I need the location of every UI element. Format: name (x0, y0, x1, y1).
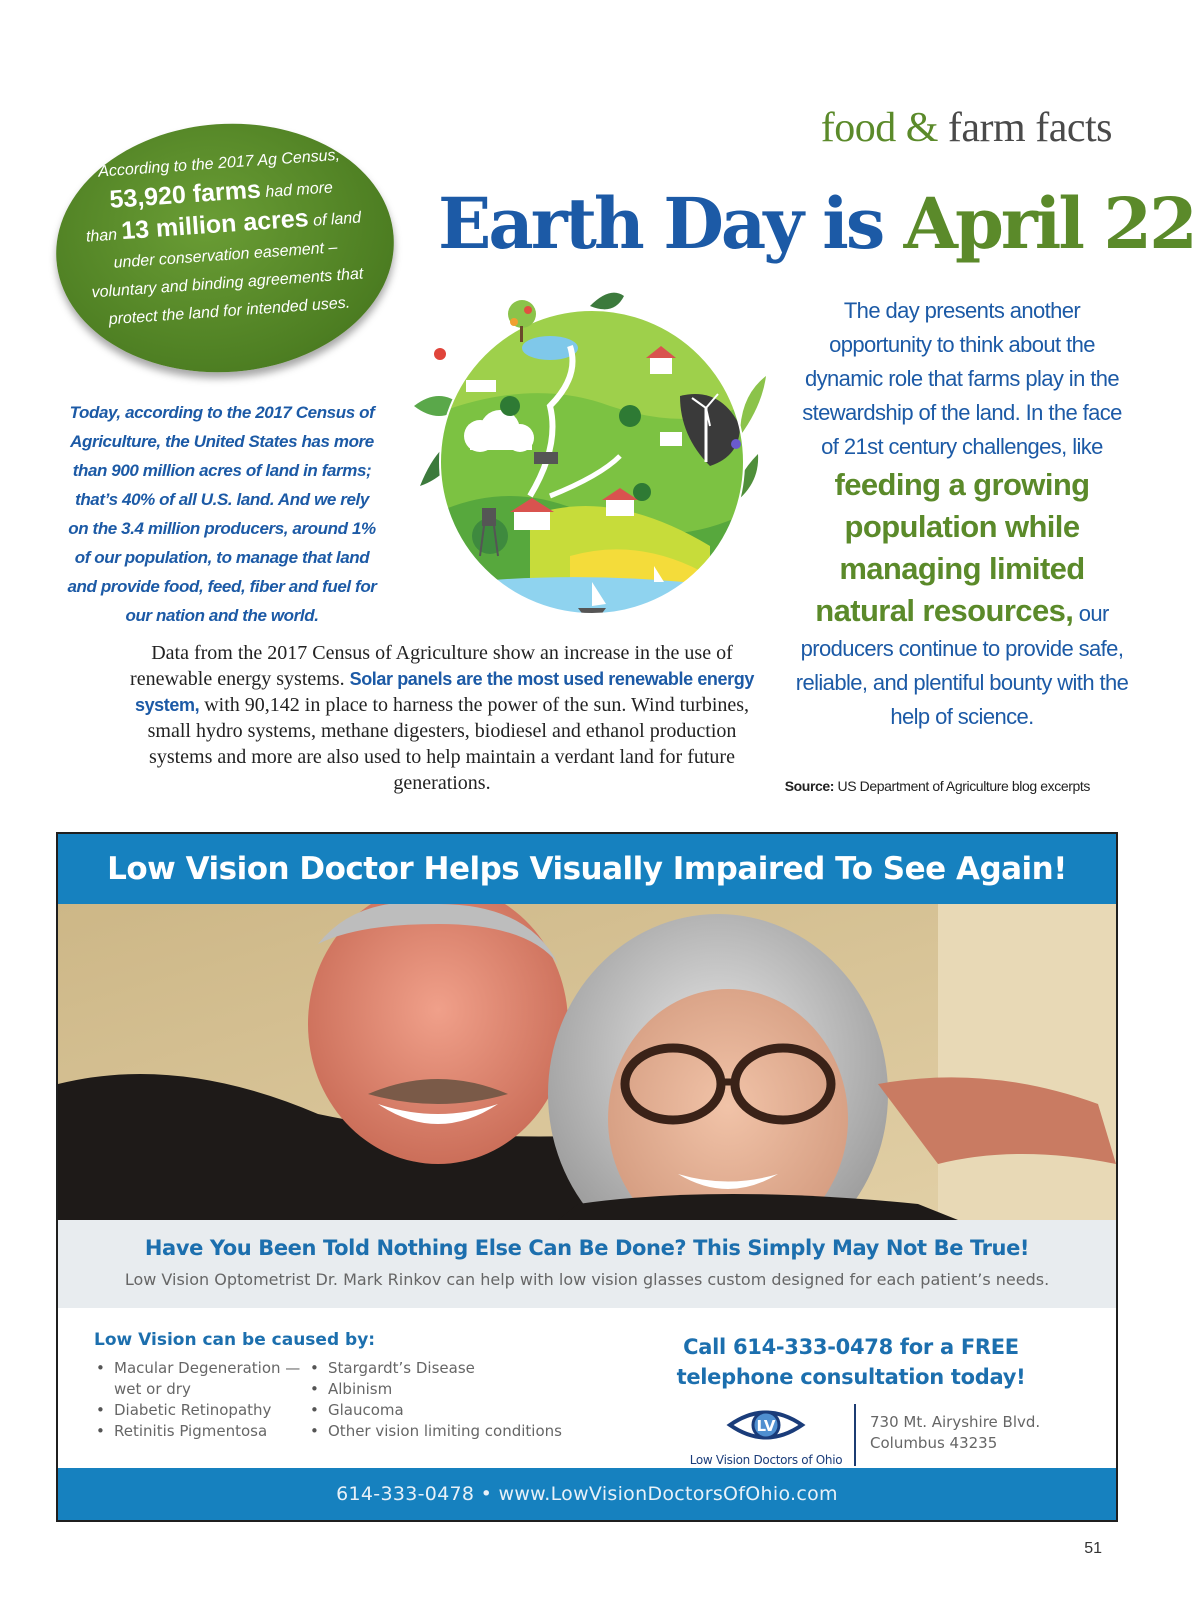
ad-question: Have You Been Told Nothing Else Can Be Done? This Simply May Not Be True! (144, 1236, 1030, 1260)
logo-text: Low Vision Doctors of Ohio (689, 1453, 843, 1467)
cause-item: • Albinism (308, 1379, 568, 1400)
source-label: Source: (784, 778, 835, 794)
causes-list-right (308, 1358, 568, 1442)
earth-farm-globe-icon (410, 286, 766, 626)
address-line-2: Columbus 43235 (870, 1434, 998, 1452)
callout-farms: 53,920 farms (108, 175, 262, 214)
logo-mark: LV (756, 1417, 776, 1435)
call-to-action: Call 614-333-0478 for a FREE telephone consultation today! (676, 1335, 1026, 1389)
smiling-couple-photo-icon (58, 904, 1116, 1220)
callout-than: than (85, 226, 118, 246)
causes-title: Low Vision can be caused by: (94, 1330, 376, 1350)
callout-rest: land under conservation easement – voluntary and binding agreements that protect the land for intended uses. (91, 209, 364, 329)
data-para-before: Data from the 2017 Census of Agriculture show an increase in the use of renewable energy systems. (130, 642, 733, 690)
source-credit (785, 778, 1090, 794)
page-title (438, 182, 1195, 265)
section-header-food: food (820, 105, 896, 151)
causes-list-left (94, 1358, 304, 1442)
callout-intro: According to the 2017 Ag Census, (97, 146, 341, 181)
section-header-amp: & (905, 105, 938, 151)
data-para-highlight: Solar panels are the most used renewable energy system, (134, 669, 754, 715)
callout-of: of (312, 211, 328, 230)
cause-item: • Other vision limiting conditions (308, 1421, 568, 1442)
cause-item: • Retinitis Pigmentosa (94, 1421, 304, 1442)
ad-subheader (58, 1220, 1116, 1308)
title-date: April 22 (903, 182, 1195, 265)
low-vision-advertisement (56, 832, 1118, 1522)
cause-item: • Macular Degeneration —wet or dry (94, 1358, 304, 1400)
low-vision-doctors-logo (684, 1404, 848, 1468)
census-callout (48, 113, 402, 384)
ad-photo-couple (58, 904, 1116, 1220)
cause-item: • Glaucoma (308, 1400, 568, 1421)
callout-had-more: had more (264, 179, 334, 202)
data-para-after: with 90,142 in place to harness the power of the sun. Wind turbines, small hydro systems, methane digesters, biodiesel and ethanol production systems and more are also used to help maintain a verdant land for future generations. (147, 694, 750, 794)
cause-item: • Diabetic Retinopathy (94, 1400, 304, 1421)
title-earth-day: Earth Day is (438, 182, 883, 265)
renewable-energy-paragraph (128, 640, 756, 796)
ad-description: Low Vision Optometrist Dr. Mark Rinkov can help with low vision glasses custom designed for each patient’s needs. (124, 1270, 1050, 1289)
census-paragraph: Today, according to the 2017 Census of Agriculture, the United States has more than 900 million acres of land in farms; that’s 40% of all U.S. land. And we rely on the 3.4 million producers, around 1% of our population, to manage that land and provide food, feed, fiber and fuel for our nation and the world. (67, 403, 377, 625)
right-para-after: our producers continue to provide safe, reliable, and plentiful bounty with the help of science. (795, 601, 1129, 729)
section-header (821, 104, 1112, 152)
ad-headline: Low Vision Doctor Helps Visually Impaired To See Again! (58, 834, 1116, 904)
page-number: 51 (1084, 1540, 1102, 1557)
address-divider (854, 1404, 856, 1466)
ad-address (870, 1412, 1040, 1454)
ad-body (58, 1308, 1116, 1470)
earth-day-paragraph (792, 294, 1132, 734)
eye-logo-icon (726, 1404, 806, 1446)
right-para-emphasis: feeding a growing population while managing limited natural resources, (815, 467, 1090, 628)
address-line-1: 730 Mt. Airyshire Blvd. (870, 1413, 1041, 1431)
section-header-rest: farm facts (947, 105, 1112, 151)
right-para-before: The day presents another opportunity to think about the dynamic role that farms play in the stewardship of the land. In the face of 21st century challenges, like (802, 298, 1122, 459)
source-text: US Department of Agriculture blog excerpts (837, 778, 1090, 794)
globe-illustration (410, 286, 766, 626)
cause-item: • Stargardt’s Disease (308, 1358, 568, 1379)
callout-acres: 13 million acres (120, 204, 310, 246)
ad-footer-contact: 614-333-0478 • www.LowVisionDoctorsOfOhio.com (58, 1468, 1116, 1520)
